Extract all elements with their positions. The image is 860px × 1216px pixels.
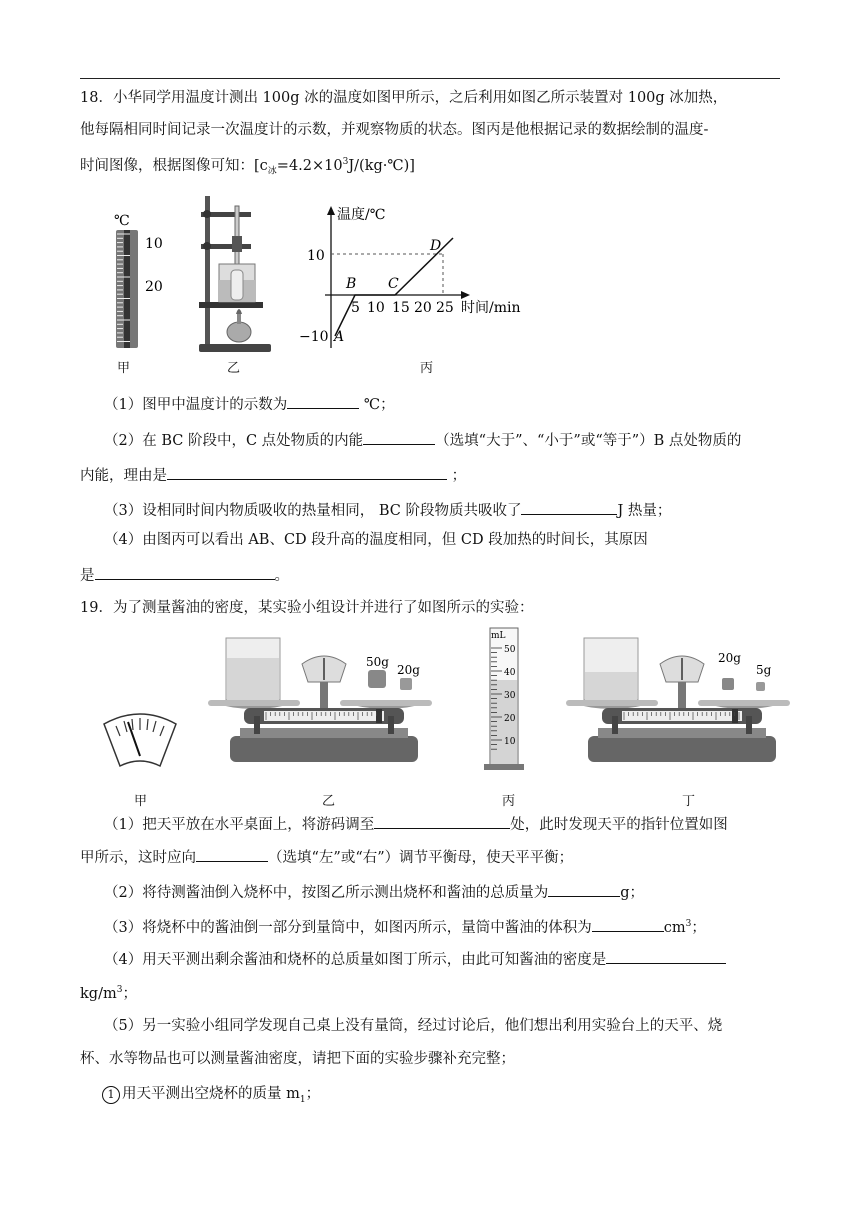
q18-line2: 他每隔相同时间记录一次温度计的示数，并观察物质的状态。图丙是他根据记录的数据绘制的温度- [80,122,709,138]
answer-blank[interactable] [548,880,620,897]
q18-sub2: （2）在 BC 阶段中，C 点处物质的内能 （选填“大于”、“小于”或“等于”）B 点处物质的 [104,428,804,451]
q18-sub3: （3）设相同时间内物质吸收的热量相同， BC 阶段物质共吸收了 J 热量； [104,498,804,521]
fig-label-bing-18: 丙 [420,361,434,376]
q18-line1: 18．小华同学用温度计测出 100g 冰的温度如图甲所示，之后利用如图乙所示装置对 100g 冰加热， [80,90,728,106]
fig-label-yi-19: 乙 [322,794,336,809]
fig-label-jia-19: 甲 [134,794,148,809]
fig-label-jia-18: 甲 [117,361,131,376]
weight-20g-ding: 20g [718,651,741,665]
cyl-tick-40: 40 [504,668,516,678]
answer-blank[interactable] [363,428,435,445]
graph-point-C: C [388,276,399,292]
q19-sub5-cont: 杯、水等物品也可以测量酱油密度，请把下面的实验步骤补充完整； [80,1051,515,1067]
cyl-tick-20: 20 [504,714,516,724]
answer-blank[interactable] [196,845,268,862]
graph-xtick-5: 5 [351,300,360,316]
q18-sub1: （1）图甲中温度计的示数为 ℃； [104,392,804,415]
q18-sub4-cont: 是 。 [80,563,780,586]
answer-blank[interactable] [374,812,510,829]
answer-blank[interactable] [287,392,359,409]
thermometer-figure [100,208,180,350]
top-rule [80,78,780,79]
graph-xtick-15: 15 [392,300,410,316]
weight-5g-ding: 5g [756,663,772,677]
answer-blank[interactable] [592,915,664,932]
q19-sub5: （5）另一实验小组同学发现自己桌上没有量筒，经过讨论后，他们想出利用实验台上的天平、烧 [104,1018,723,1034]
cylinder-unit: mL [491,631,506,641]
q19-step1: 1 用天平测出空烧杯的质量 $m_1$； [102,1084,802,1110]
q19-sub1: （1）把天平放在水平桌面上，将游码调至 处，此时发现天平的指针位置如图 [104,812,804,835]
answer-blank[interactable] [606,947,726,964]
graph-xtick-10: 10 [367,300,385,316]
cyl-tick-50: 50 [504,645,516,655]
q19-sub4-cont: $kg/m^3$； [80,985,137,1002]
graph-ytick-neg10: −10 [299,329,329,345]
q19-sub3: （3）将烧杯中的酱油倒一部分到量筒中，如图丙所示，量筒中酱油的体积为 $cm^3$； [104,914,804,938]
answer-blank[interactable] [167,463,447,480]
fig-label-yi-18: 乙 [227,361,241,376]
cyl-tick-10: 10 [504,737,516,747]
fig-label-ding-19: 丁 [682,794,696,809]
heating-apparatus-figure [195,192,275,354]
q19-sub1-cont: 甲所示，这时应向 （选填“左”或“右”）调节平衡母，使天平平衡； [80,845,780,868]
q19-sub4: （4）用天平测出剩余酱油和烧杯的总质量如图丁所示，由此可知酱油的密度是 [104,947,804,970]
q18-sub4: （4）由图丙可以看出 AB、CD 段升高的温度相同，但 CD 段加热的时间长，其原因 [104,532,648,548]
graph-xlabel: 时间/min [461,300,521,316]
answer-blank[interactable] [521,498,617,515]
balance-ding [562,632,808,774]
fig-label-bing-19: 丙 [502,794,516,809]
thermo-tick-10: 10 [145,236,163,252]
graph-ytick-10: 10 [307,248,325,264]
step-number-circle: 1 [102,1086,120,1104]
graph-xtick-25: 25 [436,300,454,316]
graph-ylabel: 温度/℃ [337,207,386,223]
q18-line3: 时间图像，根据图像可知：$[c_冰=4.2\times 10^3J/(kg\cdot℃)]$ [80,157,415,177]
graph-xtick-20: 20 [414,300,432,316]
balance-pointer-dial [100,708,180,772]
cyl-tick-30: 30 [504,691,516,701]
thermo-unit: ℃ [114,213,130,229]
q19-sub2: （2）将待测酱油倒入烧杯中，按图乙所示测出烧杯和酱油的总质量为 g； [104,880,804,903]
answer-blank[interactable] [95,563,275,580]
graph-point-A: A [334,329,345,345]
weight-50g: 50g [366,655,389,669]
balance-yi [204,632,444,774]
thermo-tick-20: 20 [145,279,163,295]
q19-title: 19．为了测量酱油的密度，某实验小组设计并进行了如图所示的实验： [80,600,534,616]
graph-point-B: B [346,276,357,292]
graph-point-D: D [430,238,442,254]
weight-20g: 20g [397,663,420,677]
temperature-time-graph [295,200,535,352]
graduated-cylinder [484,624,528,774]
q18-sub2-cont: 内能，理由是 ； [80,463,780,486]
